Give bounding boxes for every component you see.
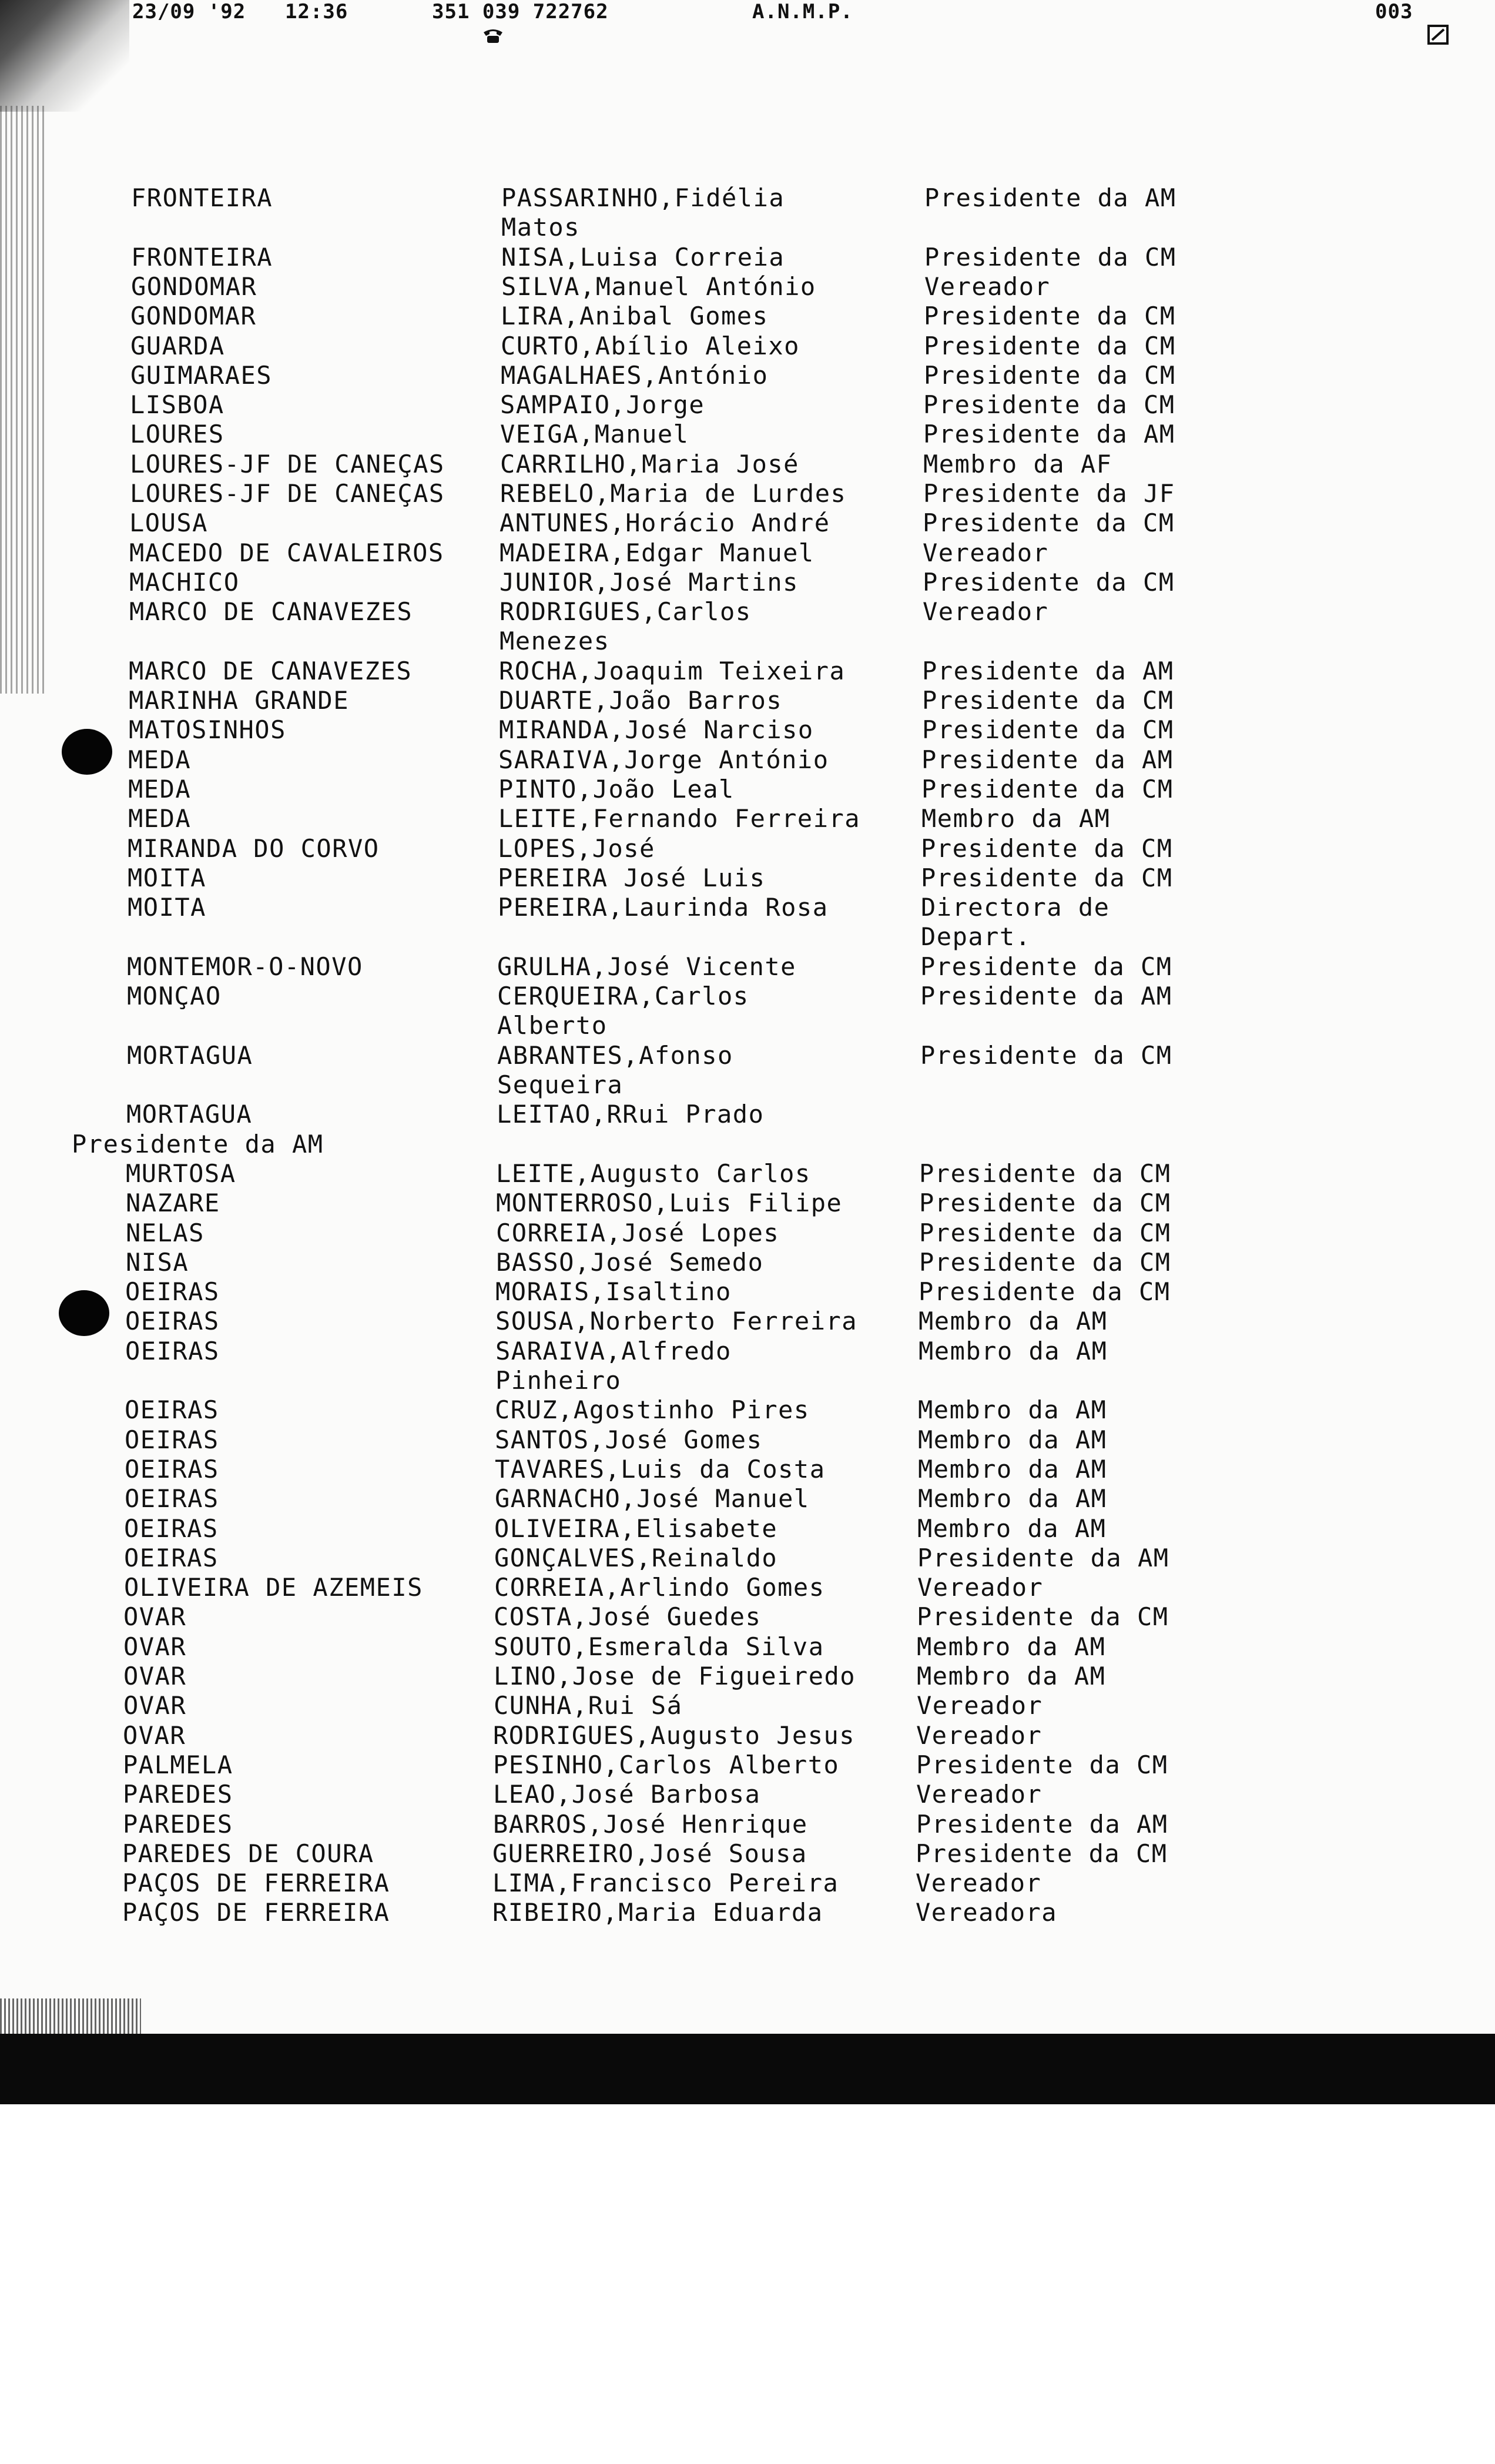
municipality-cell: OEIRAS <box>125 1454 219 1484</box>
municipality-cell: GUARDA <box>130 331 225 360</box>
municipality-cell: MACHICO <box>129 567 240 597</box>
name-cell: PEREIRA José Luis <box>498 863 766 892</box>
name-cell: PEREIRA,Laurinda Rosa <box>498 893 829 922</box>
name-cell: BASSO,José Semedo <box>496 1247 764 1277</box>
name-cell: CURTO,Abílio Aleixo <box>501 331 800 360</box>
scan-bottom-band <box>0 2034 1495 2104</box>
name-cell: VEIGA,Manuel <box>500 420 689 449</box>
municipality-cell: PAREDES <box>123 1780 233 1809</box>
role-continuation: Depart. <box>921 922 1031 952</box>
name-cell: GONÇALVES,Reinaldo <box>494 1543 778 1572</box>
role-cell: Presidente da AM <box>924 183 1176 212</box>
municipality-cell: OEIRAS <box>124 1514 219 1543</box>
name-cell: PESINHO,Carlos Alberto <box>493 1750 840 1779</box>
name-cell: CERQUEIRA,Carlos <box>497 982 749 1011</box>
wrapped-role: Presidente da AM <box>72 1129 324 1159</box>
role-cell: Presidente da CM <box>919 1277 1171 1307</box>
role-cell: Membro da AM <box>919 1307 1108 1336</box>
role-cell: Vereador <box>923 597 1049 627</box>
municipality-cell: OVAR <box>123 1691 187 1720</box>
name-cell: SOUTO,Esmeralda Silva <box>494 1632 824 1661</box>
fax-sender: A.N.M.P. <box>752 0 853 24</box>
municipality-cell: PAÇOS DE FERREIRA <box>122 1869 390 1898</box>
role-cell: Presidente da CM <box>921 863 1173 892</box>
municipality-cell: FRONTEIRA <box>131 242 273 272</box>
name-cell: GUERREIRO,José Sousa <box>492 1839 807 1868</box>
name-cell: TAVARES,Luis da Costa <box>495 1454 826 1484</box>
name-cell: PINTO,João Leal <box>498 775 735 804</box>
municipality-cell: MATOSINHOS <box>129 715 286 745</box>
name-cell: SARAIVA,Jorge António <box>498 745 829 774</box>
municipality-cell: MONÇAO <box>127 982 222 1011</box>
name-cell: RIBEIRO,Maria Eduarda <box>492 1898 823 1927</box>
name-cell: LOPES,José <box>498 833 655 863</box>
name-cell: RODRIGUES,Carlos <box>500 597 752 627</box>
municipality-cell: OVAR <box>123 1632 187 1661</box>
municipality-cell: OEIRAS <box>125 1307 220 1336</box>
role-cell: Vereador <box>916 1869 1042 1898</box>
name-cell: LIMA,Francisco Pereira <box>492 1869 839 1898</box>
role-cell: Vereador <box>917 1573 1044 1602</box>
fax-time: 12:36 <box>285 0 348 24</box>
municipality-cell: OEIRAS <box>125 1395 219 1425</box>
municipality-cell: MORTAGUA <box>127 1040 253 1070</box>
role-cell: Presidente da CM <box>924 242 1176 272</box>
role-cell: Vereador <box>923 538 1049 567</box>
municipality-cell: NAZARE <box>126 1189 220 1218</box>
municipality-cell: PAREDES <box>123 1809 233 1839</box>
name-cell: LEITE,Fernando Ferreira <box>498 804 861 833</box>
role-cell: Membro da AM <box>918 1425 1107 1454</box>
municipality-cell: LOURES-JF DE CANEÇAS <box>130 449 445 478</box>
role-cell: Membro da AF <box>923 449 1112 478</box>
role-cell: Membro da AM <box>918 1484 1107 1514</box>
name-cell: LEAO,José Barbosa <box>493 1780 761 1809</box>
municipality-cell: OVAR <box>123 1720 186 1750</box>
name-cell: OLIVEIRA,Elisabete <box>494 1514 778 1543</box>
municipality-cell: LOURES <box>130 420 224 449</box>
role-cell: Presidente da AM <box>920 982 1172 1011</box>
municipality-cell: LISBOA <box>130 390 224 420</box>
name-cell: CORREIA,Arlindo Gomes <box>494 1573 825 1602</box>
role-cell: Presidente da CM <box>920 1040 1172 1070</box>
name-cell: MAGALHAES,António <box>501 360 769 390</box>
name-cell: GARNACHO,José Manuel <box>495 1484 810 1514</box>
punch-hole <box>59 1290 109 1336</box>
name-cell: SOUSA,Norberto Ferreira <box>495 1307 858 1336</box>
municipality-cell: GONDOMAR <box>131 272 257 301</box>
municipality-cell: GUIMARAES <box>130 360 273 390</box>
role-cell: Presidente da CM <box>919 1159 1171 1188</box>
name-cell: PASSARINHO,Fidélia <box>501 183 785 212</box>
name-cell: SILVA,Manuel António <box>501 272 816 301</box>
name-cell: SANTOS,José Gomes <box>495 1425 763 1454</box>
name-cell: MIRANDA,José Narciso <box>499 715 814 745</box>
role-cell: Membro da AM <box>918 1454 1107 1484</box>
role-cell: Vereadora <box>916 1898 1058 1927</box>
municipality-cell: MEDA <box>128 804 192 833</box>
name-continuation: Matos <box>501 213 580 242</box>
role-cell: Presidente da CM <box>919 1218 1171 1247</box>
municipality-cell: OLIVEIRA DE AZEMEIS <box>124 1573 423 1602</box>
municipality-cell: MARCO DE CANAVEZES <box>129 597 413 627</box>
municipality-cell: OEIRAS <box>125 1484 219 1514</box>
name-cell: MONTERROSO,Luis Filipe <box>496 1189 843 1218</box>
municipality-cell: PAREDES DE COURA <box>122 1839 374 1868</box>
role-cell: Presidente da CM <box>924 331 1176 360</box>
role-cell: Membro da AM <box>917 1662 1106 1690</box>
role-cell: Presidente da AM <box>923 420 1175 449</box>
name-cell: LIRA,Anibal Gomes <box>501 302 769 331</box>
scan-bottom-noise <box>0 1998 141 2034</box>
name-continuation: Pinheiro <box>495 1365 622 1395</box>
municipality-cell: MARCO DE CANAVEZES <box>129 656 413 685</box>
name-cell: ABRANTES,Afonso <box>497 1040 733 1070</box>
municipality-cell: MARINHA GRANDE <box>129 686 350 715</box>
role-cell: Presidente da AM <box>916 1809 1168 1839</box>
name-cell: MADEIRA,Edgar Manuel <box>500 538 814 567</box>
municipality-cell: MONTEMOR-O-NOVO <box>127 952 363 981</box>
role-cell: Presidente da CM <box>921 833 1173 863</box>
role-cell: Presidente da CM <box>924 302 1176 331</box>
name-cell: CORREIA,José Lopes <box>496 1218 780 1247</box>
role-cell: Presidente da CM <box>916 1839 1168 1868</box>
name-cell: SAMPAIO,Jorge <box>500 390 705 420</box>
role-cell: Presidente da AM <box>921 745 1174 774</box>
name-cell: LEITE,Augusto Carlos <box>496 1159 811 1188</box>
role-cell: Directora de <box>921 893 1110 922</box>
municipality-cell: MOITA <box>128 863 206 892</box>
municipality-cell: FRONTEIRA <box>131 183 273 212</box>
role-cell: Presidente da CM <box>922 686 1174 715</box>
municipality-cell: MEDA <box>128 745 192 774</box>
name-continuation: Alberto <box>497 1011 608 1040</box>
role-cell: Presidente da CM <box>923 390 1175 420</box>
municipality-cell: OEIRAS <box>125 1277 220 1307</box>
name-cell: DUARTE,João Barros <box>499 686 783 715</box>
municipality-cell: PAÇOS DE FERREIRA <box>122 1898 390 1927</box>
role-cell: Presidente da CM <box>923 508 1175 538</box>
name-cell: CUNHA,Rui Sá <box>494 1691 683 1720</box>
role-cell: Presidente da CM <box>921 775 1174 804</box>
scan-edge-noise <box>0 106 47 694</box>
municipality-cell: MIRANDA DO CORVO <box>128 833 380 863</box>
role-cell: Vereador <box>917 1691 1043 1720</box>
name-cell: CARRILHO,Maria José <box>500 449 799 478</box>
role-cell: Presidente da CM <box>916 1750 1168 1779</box>
role-cell: Presidente da AM <box>917 1543 1169 1572</box>
role-cell: Vereador <box>924 272 1051 301</box>
name-cell: LEITAO,RRui Prado <box>497 1100 765 1129</box>
name-continuation: Sequeira <box>497 1070 624 1099</box>
role-cell: Presidente da CM <box>924 360 1176 390</box>
role-cell: Membro da AM <box>917 1632 1106 1661</box>
name-continuation: Menezes <box>500 627 610 656</box>
role-cell: Membro da AM <box>918 1395 1107 1425</box>
name-cell: ROCHA,Joaquim Teixeira <box>499 656 846 685</box>
municipality-cell: MACEDO DE CAVALEIROS <box>129 538 444 567</box>
name-cell: ANTUNES,Horácio André <box>500 508 830 538</box>
fax-page-number: 003 <box>1375 0 1413 24</box>
role-cell: Presidente da CM <box>917 1602 1169 1632</box>
role-cell: Presidente da CM <box>922 715 1174 745</box>
role-cell: Presidente da CM <box>923 567 1175 597</box>
name-cell: NISA,Luisa Correia <box>501 242 785 272</box>
role-cell: Presidente da CM <box>919 1247 1171 1277</box>
municipality-cell: MOITA <box>128 893 206 922</box>
name-cell: LINO,Jose de Figueiredo <box>494 1662 856 1690</box>
municipality-cell: OVAR <box>123 1662 187 1690</box>
fax-phone: 351 039 722762 <box>432 0 609 24</box>
name-cell: RODRIGUES,Augusto Jesus <box>493 1720 856 1750</box>
role-cell: Presidente da CM <box>920 952 1172 981</box>
punch-hole <box>62 729 112 775</box>
name-cell: COSTA,José Guedes <box>494 1602 762 1632</box>
fax-header <box>0 0 1495 24</box>
municipality-cell: OEIRAS <box>125 1425 219 1454</box>
role-cell: Vereador <box>916 1780 1043 1809</box>
municipality-cell: GONDOMAR <box>130 302 257 331</box>
municipality-cell: LOUSA <box>129 508 208 538</box>
municipality-cell: LOURES-JF DE CANEÇAS <box>130 479 445 508</box>
municipality-cell: MEDA <box>128 775 192 804</box>
name-cell: MORAIS,Isaltino <box>495 1277 732 1307</box>
fax-date: 23/09 '92 <box>132 0 246 24</box>
name-cell: GRULHA,José Vicente <box>497 952 796 981</box>
name-cell: JUNIOR,José Martins <box>500 567 799 597</box>
name-cell: BARROS,José Henrique <box>493 1809 808 1839</box>
role-cell: Vereador <box>916 1720 1043 1750</box>
role-cell: Presidente da CM <box>919 1189 1171 1218</box>
role-cell: Presidente da AM <box>922 656 1174 685</box>
role-cell: Membro da AM <box>917 1514 1107 1543</box>
municipality-cell: MURTOSA <box>126 1159 236 1188</box>
name-cell: REBELO,Maria de Lurdes <box>500 479 847 508</box>
municipality-cell: OEIRAS <box>125 1336 220 1365</box>
role-cell: Membro da AM <box>919 1336 1108 1365</box>
municipality-cell: OEIRAS <box>124 1543 219 1572</box>
municipality-cell: PALMELA <box>123 1750 233 1779</box>
municipality-cell: OVAR <box>123 1602 187 1632</box>
role-cell: Presidente da JF <box>923 479 1175 508</box>
municipality-cell: MORTAGUA <box>126 1100 253 1129</box>
municipality-cell: NISA <box>126 1247 189 1277</box>
municipality-cell: NELAS <box>126 1218 205 1247</box>
role-cell: Membro da AM <box>921 804 1111 833</box>
name-cell: SARAIVA,Alfredo <box>495 1336 732 1365</box>
name-cell: CRUZ,Agostinho Pires <box>495 1395 810 1425</box>
